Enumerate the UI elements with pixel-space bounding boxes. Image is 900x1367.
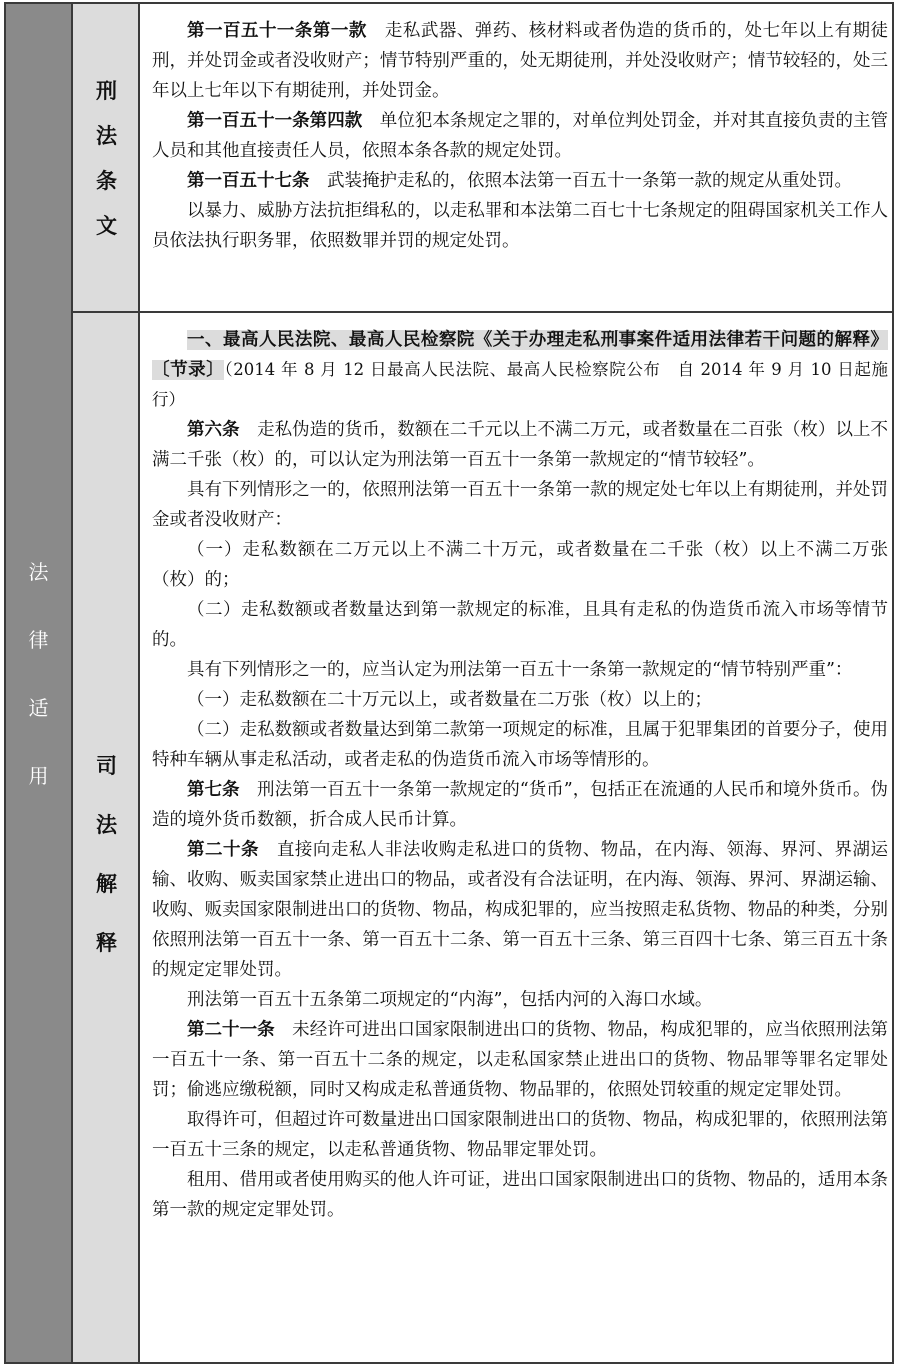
law-paragraph xyxy=(152,196,888,256)
article-text: 具有下列情形之一的，依照刑法第一百五十一条第一款的规定处七年以上有期徒刑，并处罚金或者没收财产： xyxy=(152,480,888,530)
article-number: 第二十一条 xyxy=(187,1020,275,1040)
outer-label-char: 适 xyxy=(28,696,49,720)
judicial-interpretation-label xyxy=(73,736,140,972)
article-number: 第一百五十一条第四款 xyxy=(187,111,363,131)
outer-label-char: 律 xyxy=(28,628,49,652)
law-paragraph xyxy=(152,166,888,196)
article-text: （二）走私数额或者数量达到第一款规定的标准，且具有走私的伪造货币流入市场等情节的。 xyxy=(152,600,888,650)
label-char: 解 xyxy=(96,871,117,896)
article-text: （一）走私数额在二万元以上不满二十万元，或者数量在二千张（枚）以上不满二万张（枚）的； xyxy=(152,540,888,590)
article-number: 第一百五十七条 xyxy=(187,171,310,191)
article-text: （一）走私数额在二十万元以上，或者数量在二万张（枚）以上的； xyxy=(187,690,712,710)
article-text: 以暴力、威胁方法抗拒缉私的，以走私罪和本法第二百七十七条规定的阻碍国家机关工作人员依法执行职务罪，依照数罪并罚的规定处罚。 xyxy=(152,201,888,251)
outer-category-label xyxy=(4,538,73,810)
law-paragraph xyxy=(152,106,888,166)
label-char: 条 xyxy=(96,168,117,193)
label-char: 释 xyxy=(96,930,117,955)
interpretation-paragraph xyxy=(152,1015,888,1105)
article-text: 走私伪造的货币，数额在二千元以上不满二万元，或者数量在二百张（枚）以上不满二千张（枚）的，可以认定为刑法第一百五十一条第一款规定的“情节较轻”。 xyxy=(152,420,888,470)
outer-label-char: 法 xyxy=(28,560,49,584)
article-text: 取得许可，但超过许可数量进出口国家限制进出口的货物、物品，构成犯罪的，依照刑法第一百五十三条的规定，以走私普通货物、物品罪定罪处罚。 xyxy=(152,1110,888,1160)
interpretation-paragraph xyxy=(152,835,888,985)
article-text: （二）走私数额或者数量达到第二款第一项规定的标准，且属于犯罪集团的首要分子，使用特种车辆从事走私活动，或者走私的伪造货币流入市场等情形的。 xyxy=(152,720,888,770)
article-text: 具有下列情形之一的，应当认定为刑法第一百五十一条第一款规定的“情节特别严重”： xyxy=(187,660,853,680)
article-text: 未经许可进出口国家限制进出口的货物、物品，构成犯罪的，应当依照刑法第一百五十一条、第一百五十二条的规定，以走私国家禁止进出口的货物、物品罪等罪名定罪处罚；偷逃应缴税额，同时又构成走私普通货物、物品罪的，依照处罚较重的规定定罪处罚。 xyxy=(152,1020,889,1100)
criminal-law-label xyxy=(73,68,140,248)
article-text: 刑法第一百五十五条第二项规定的“内海”，包括内河的入海口水域。 xyxy=(187,990,713,1010)
interpretation-paragraph xyxy=(152,985,888,1015)
interpretation-paragraph xyxy=(152,595,888,655)
article-text: 走私武器、弹药、核材料或者伪造的货币的，处七年以上有期徒刑，并处罚金或者没收财产；情节特别严重的，处无期徒刑，并处没收财产；情节较轻的，处三年以上七年以下有期徒刑，并处罚金。 xyxy=(152,21,889,101)
law-paragraph xyxy=(152,16,888,106)
article-number: 第一百五十一条第一款 xyxy=(187,21,367,41)
label-char: 文 xyxy=(96,213,117,238)
interpretation-heading: 一、最高人民法院、最高人民检察院《关于办理走私刑事案件适用法律若干问题的解释》〔节录〕 xyxy=(152,330,888,380)
article-text: 单位犯本条规定之罪的，对单位判处罚金，并对其直接负责的主管人员和其他直接责任人员，依照本条各款的规定处罚。 xyxy=(152,111,889,161)
interpretation-paragraph xyxy=(152,475,888,535)
interpretation-paragraph xyxy=(152,715,888,775)
label-char: 司 xyxy=(96,753,117,778)
outer-label-char: 用 xyxy=(28,764,49,788)
article-text: 直接向走私人非法收购走私进口的货物、物品，在内海、领海、界河、界湖运输、收购、贩卖国家禁止进出口的物品，或者没有合法证明，在内海、领海、界河、界湖运输、收购、贩卖国家限制进出口的货物、物品，构成犯罪的，应当按照走私货物、物品的种类，分别依照刑法第一百五十一条、第一百五十二条、第一百五十三条、第三百四十七条、第三百五十条的规定定罪处罚。 xyxy=(152,840,889,980)
interpretation-paragraph xyxy=(152,775,888,835)
article-text: 刑法第一百五十一条第一款规定的“货币”，包括正在流通的人民币和境外货币。伪造的境外货币数额，折合成人民币计算。 xyxy=(152,780,889,830)
interpretation-paragraph xyxy=(152,415,888,475)
interpretation-paragraph xyxy=(152,685,888,715)
label-char: 法 xyxy=(96,812,117,837)
interpretation-paragraph xyxy=(152,655,888,685)
interpretation-paragraph xyxy=(152,1165,888,1225)
article-text: 租用、借用或者使用购买的他人许可证，进出口国家限制进出口的货物、物品的，适用本条第一款的规定定罪处罚。 xyxy=(152,1170,888,1220)
interpretation-paragraph xyxy=(152,1105,888,1165)
label-char: 法 xyxy=(96,123,117,148)
criminal-law-text xyxy=(152,16,888,256)
interpretation-heading-paragraph xyxy=(152,325,888,415)
interpretation-paragraph xyxy=(152,535,888,595)
publication-note: （2014 年 8 月 12 日最高人民法院、最高人民检察院公布 自 2014 年 9 月 10 日起施行） xyxy=(152,360,889,409)
article-number: 第二十条 xyxy=(187,840,259,860)
article-number: 第六条 xyxy=(187,420,240,440)
article-text: 武装掩护走私的，依照本法第一百五十一条第一款的规定从重处罚。 xyxy=(309,171,852,191)
article-number: 第七条 xyxy=(187,780,240,800)
label-char: 刑 xyxy=(96,78,117,103)
judicial-interpretation-text xyxy=(152,325,888,1225)
